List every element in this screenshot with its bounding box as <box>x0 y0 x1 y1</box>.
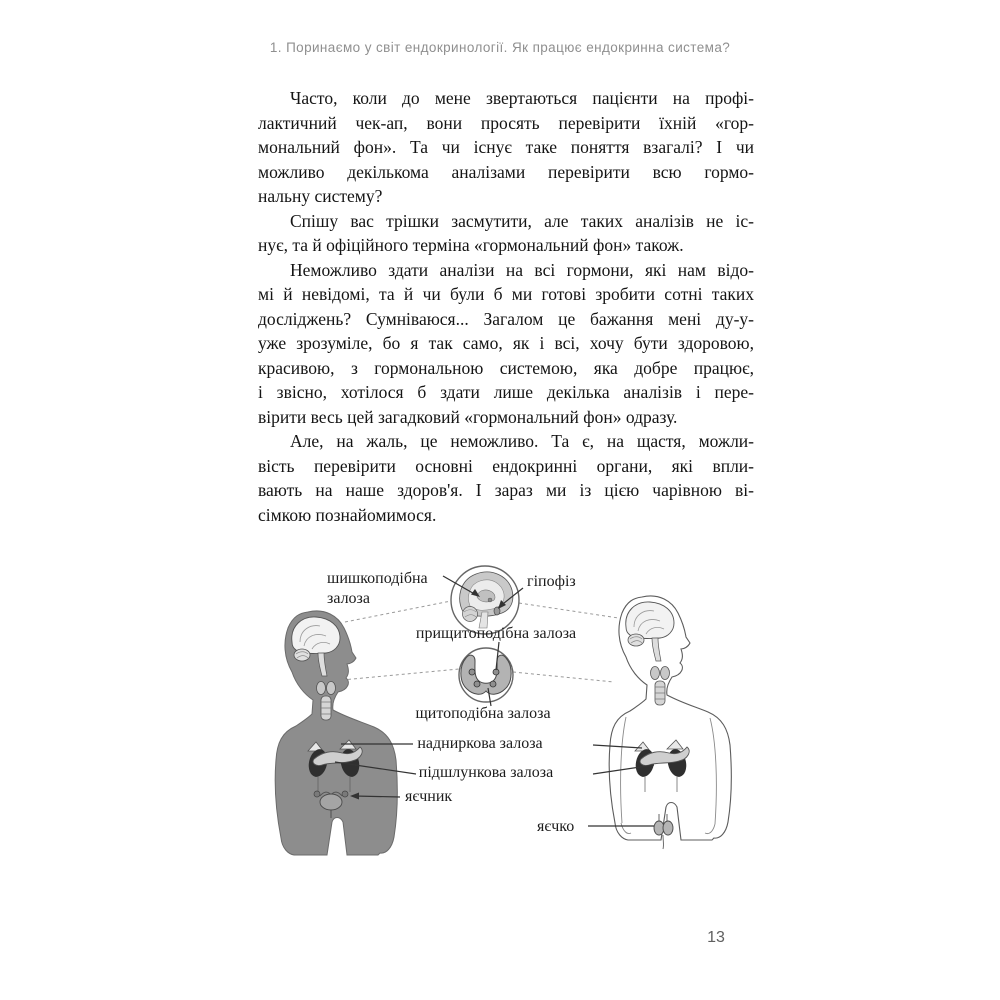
cerebellum <box>463 607 478 622</box>
body-text <box>258 86 754 527</box>
label-adrenal-gland: надниркова залоза <box>417 735 543 752</box>
paragraph <box>258 258 754 430</box>
body-line: уже зрозуміле, бо я так само, як і всі, хочу бути здоровою, <box>258 333 754 353</box>
paragraph <box>258 209 754 258</box>
paragraph <box>258 429 754 527</box>
body-line: Неможливо здати аналізи на всі гормони, які нам відо- <box>290 259 754 280</box>
running-head: 1. Поринаємо у світ ендокринології. Як працює ендокринна система? <box>269 40 731 55</box>
label-pineal-gland-line1: шишкоподібна <box>327 570 428 587</box>
dashed-line-neck-right <box>513 672 614 682</box>
body-line: мональний фон». Та чи існує таке поняття взагалі? І чи <box>258 137 754 157</box>
dashed-line-neck-left <box>342 669 459 680</box>
ovary-left <box>314 791 320 797</box>
endocrine-system-diagram <box>230 550 770 880</box>
body-line: вають на наше здоров'я. І зараз ми із цією чарівною ві- <box>258 480 754 500</box>
label-pituitary-gland: гіпофіз <box>527 573 576 590</box>
male-figure <box>609 596 731 849</box>
body-line: мі й невідомі, та й чи були б ми готові зробити сотні таких <box>258 284 754 304</box>
parathyroid-dot <box>474 681 480 687</box>
body-line: сімкою познайомимося. <box>258 504 437 525</box>
label-parathyroid-gland: прищитоподібна залоза <box>415 625 577 642</box>
parathyroid-dot <box>490 681 496 687</box>
uterus <box>320 794 342 810</box>
label-ovary: яєчник <box>405 788 453 805</box>
body-line: вість перевірити основні ендокринні органи, які впли- <box>258 455 754 476</box>
body-line: і звісно, хотілося б здати лише декілька аналізів і пере- <box>258 382 754 402</box>
parathyroid-dot <box>469 669 475 675</box>
testis-right <box>663 821 673 835</box>
label-pancreas: підшлункова залоза <box>418 764 554 781</box>
label-thyroid-gland: щитоподібна залоза <box>415 705 551 722</box>
pineal-gland-dot <box>488 598 492 602</box>
thyroid-inset <box>459 648 513 702</box>
body-line: можливо декількома аналізами перевірити всю гормо- <box>258 161 754 182</box>
label-testicle: яєчко <box>537 818 575 835</box>
body-line: Часто, коли до мене звертаються пацієнти на профі- <box>290 88 754 108</box>
body-line: Але, на жаль, це неможливо. Та є, на щастя, можли- <box>290 431 754 451</box>
body-line: нальну систему? <box>258 186 383 206</box>
testis-left <box>654 821 664 835</box>
female-figure <box>275 611 397 855</box>
label-pineal-gland-line2: залоза <box>327 590 370 607</box>
body-line: вірити весь цей загадковий «гормональний фон» одразу. <box>258 406 678 427</box>
body-line: нує, та й офіційного терміна «гормональний фон» також. <box>258 235 684 255</box>
ovary-right <box>342 791 348 797</box>
paragraph <box>258 86 754 209</box>
body-line: Спішу вас трішки засмутити, але таких аналізів не іс- <box>290 210 754 231</box>
body-line: лактичний чек-ап, вони просять перевірити їхній «гор- <box>258 112 754 133</box>
page-number: 13 <box>707 929 725 946</box>
body-line: досліджень? Сумніваюся... Загалом це бажання мені ду-у- <box>258 308 754 329</box>
body-line: красивою, з гормональною системою, яка добре працює, <box>258 357 754 378</box>
